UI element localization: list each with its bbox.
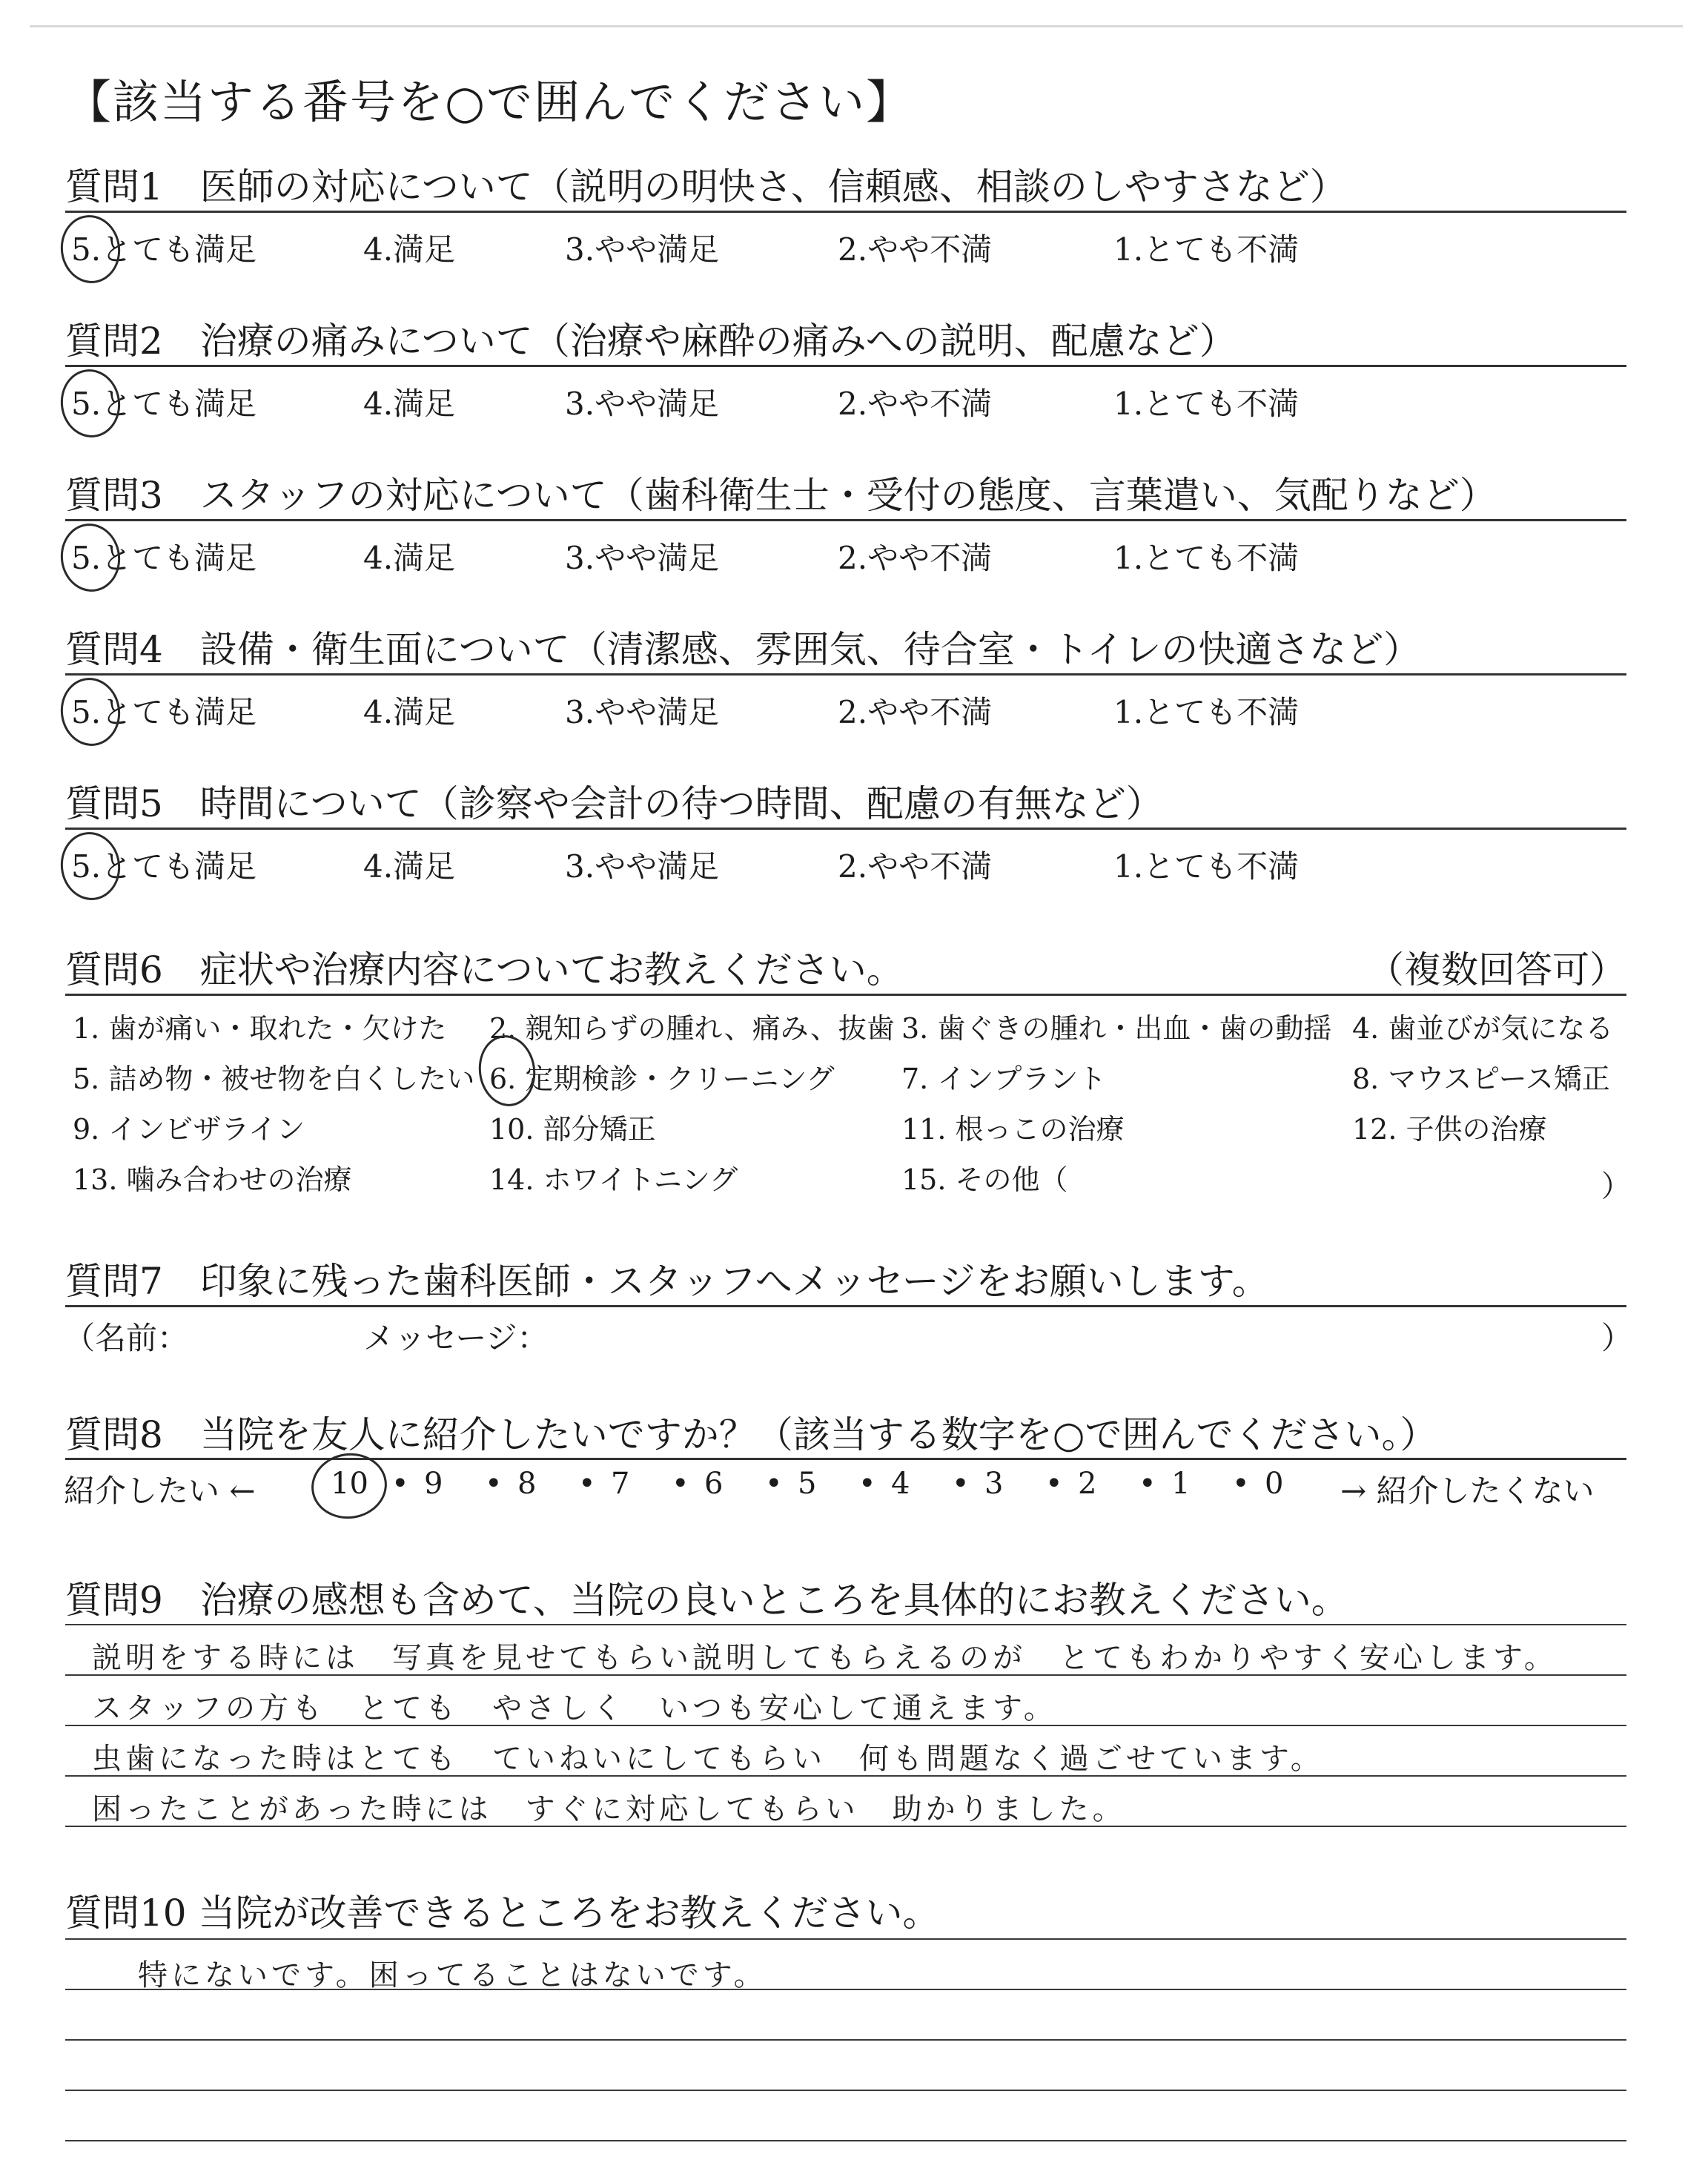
page-top-edge <box>30 25 1683 27</box>
q4-option-5[interactable]: 5.とても満足 <box>71 694 257 730</box>
q6-option-6[interactable]: 6. 定期検診・クリーニング <box>489 1063 835 1095</box>
q9-line <box>65 1624 1626 1625</box>
q5-option-1[interactable]: 1.とても不満 <box>1113 848 1300 885</box>
q1-title: 質問1 医師の対応について（説明の明快さ、信頼感、相談のしやすさなど） <box>65 165 1347 208</box>
q2-selected-circle <box>56 366 125 441</box>
q4-option-1[interactable]: 1.とても不満 <box>1113 694 1300 730</box>
q2-option-1[interactable]: 1.とても不満 <box>1113 386 1300 422</box>
q6-option-12[interactable]: 12. 子供の治療 <box>1352 1113 1547 1146</box>
q7-name-label: （名前： <box>64 1320 189 1356</box>
q2-rule <box>65 365 1626 367</box>
q8-scale-separator: • <box>578 1467 596 1501</box>
form-header: 【該当する番号を○で囲んでください】 <box>65 75 914 129</box>
q8-scale-separator: • <box>765 1467 783 1501</box>
q6-multiple-note: （複数回答可） <box>1367 948 1626 991</box>
q1-option-4[interactable]: 4.満足 <box>363 231 456 268</box>
q7-message-label: メッセージ： <box>363 1320 549 1356</box>
q7-close-paren: ） <box>1601 1320 1633 1356</box>
q5-option-5[interactable]: 5.とても満足 <box>71 848 257 885</box>
q4-selected-circle <box>56 674 125 750</box>
q10-line <box>65 2039 1626 2041</box>
q3-option-4[interactable]: 4.満足 <box>363 540 456 576</box>
q8-scale-5[interactable]: 5 <box>798 1467 817 1501</box>
q6-option-9[interactable]: 9. インビザライン <box>73 1113 305 1146</box>
q8-scale-10[interactable]: 10 <box>331 1467 368 1501</box>
q6-other-close-paren: ） <box>1601 1169 1631 1203</box>
q9-title: 質問9 治療の感想も含めて、当院の良いところを具体的にお教えください。 <box>65 1579 1348 1622</box>
q3-option-3[interactable]: 3.やや満足 <box>565 540 720 576</box>
q8-scale-separator: • <box>858 1467 876 1501</box>
q8-scale-separator: • <box>672 1467 689 1501</box>
q8-scale-separator: • <box>952 1467 970 1501</box>
q2-title: 質問2 治療の痛みについて（治療や麻酔の痛みへの説明、配慮など） <box>65 320 1237 363</box>
q3-option-1[interactable]: 1.とても不満 <box>1113 540 1300 576</box>
q3-rule <box>65 519 1626 521</box>
q6-option-2[interactable]: 2. 親知らずの腫れ、痛み、抜歯 <box>489 1012 895 1045</box>
q5-option-2[interactable]: 2.やや不満 <box>838 848 993 885</box>
q4-option-3[interactable]: 3.やや満足 <box>565 694 720 730</box>
q4-option-4[interactable]: 4.満足 <box>363 694 456 730</box>
q4-option-2[interactable]: 2.やや不満 <box>838 694 993 730</box>
q3-option-5[interactable]: 5.とても満足 <box>71 540 257 576</box>
q8-scale-9[interactable]: 9 <box>424 1467 443 1501</box>
q5-selected-circle <box>56 828 125 904</box>
q3-option-2[interactable]: 2.やや不満 <box>838 540 993 576</box>
q2-option-2[interactable]: 2.やや不満 <box>838 386 993 422</box>
q4-title: 質問4 設備・衛生面について（清潔感、雰囲気、待合室・トイレの快適さなど） <box>65 628 1421 671</box>
q6-option-13[interactable]: 13. 噛み合わせの治療 <box>73 1163 352 1196</box>
q1-option-2[interactable]: 2.やや不満 <box>838 231 993 268</box>
q6-option-7[interactable]: 7. インプラント <box>901 1063 1107 1095</box>
q5-option-4[interactable]: 4.満足 <box>363 848 456 885</box>
q10-line <box>65 2140 1626 2141</box>
q1-rule <box>65 211 1626 213</box>
q8-rule <box>65 1458 1626 1460</box>
q6-option-3[interactable]: 3. 歯ぐきの腫れ・出血・歯の動揺 <box>901 1012 1332 1045</box>
q7-rule <box>65 1305 1626 1307</box>
q5-title: 質問5 時間について（診察や会計の待つ時間、配慮の有無など） <box>65 782 1163 825</box>
q6-option-1[interactable]: 1. 歯が痛い・取れた・欠けた <box>73 1012 447 1045</box>
q1-option-1[interactable]: 1.とても不満 <box>1113 231 1300 268</box>
q8-scale-6[interactable]: 6 <box>704 1467 724 1501</box>
q6-option-4[interactable]: 4. 歯並びが気になる <box>1352 1012 1614 1045</box>
q6-option-5[interactable]: 5. 詰め物・被せ物を白くしたい <box>73 1063 475 1095</box>
q1-selected-circle <box>56 211 125 287</box>
q10-title: 質問10 当院が改善できるところをお教えください。 <box>65 1892 940 1935</box>
q6-rule <box>65 994 1626 996</box>
q8-title: 質問8 当院を友人に紹介したいですか？（該当する数字を○で囲んでください。） <box>65 1413 1437 1456</box>
q6-option-14[interactable]: 14. ホワイトニング <box>489 1163 738 1196</box>
q8-scale-8[interactable]: 8 <box>517 1467 537 1501</box>
q8-scale-separator: • <box>1232 1467 1250 1501</box>
q3-selected-circle <box>56 520 125 595</box>
q6-option-10[interactable]: 10. 部分矯正 <box>489 1113 656 1146</box>
q2-option-5[interactable]: 5.とても満足 <box>71 386 257 422</box>
q3-title: 質問3 スタッフの対応について（歯科衛生士・受付の態度、言葉遣い、気配りなど） <box>65 474 1497 517</box>
q8-scale-separator: • <box>485 1467 503 1501</box>
q1-option-5[interactable]: 5.とても満足 <box>71 231 257 268</box>
q8-scale-3[interactable]: 3 <box>984 1467 1004 1501</box>
q8-scale-1[interactable]: 1 <box>1171 1467 1191 1501</box>
q6-option-11[interactable]: 11. 根っこの治療 <box>901 1113 1125 1146</box>
q10-line <box>65 2090 1626 2091</box>
q10-handwritten-line: 特にないです。困ってることはないです。 <box>138 1958 767 1992</box>
q8-scale-0[interactable]: 0 <box>1265 1467 1284 1501</box>
q9-handwritten-line: 虫歯になった時はとても ていねいにしてもらい 何も問題なく過ごせています。 <box>92 1742 1324 1776</box>
q4-rule <box>65 673 1626 676</box>
q6-option-8[interactable]: 8. マウスピース矯正 <box>1352 1063 1610 1095</box>
q6-option-15[interactable]: 15. その他（ <box>901 1163 1068 1196</box>
q9-handwritten-line: スタッフの方も とても やさしく いつも安心して通えます。 <box>92 1691 1057 1725</box>
q8-scale-separator: • <box>1045 1467 1063 1501</box>
q2-option-3[interactable]: 3.やや満足 <box>565 386 720 422</box>
q8-scale-separator: • <box>391 1467 409 1501</box>
q7-title: 質問7 印象に残った歯科医師・スタッフへメッセージをお願いします。 <box>65 1260 1269 1303</box>
q9-handwritten-line: 困ったことがあった時には すぐに対応してもらい 助かりました。 <box>92 1792 1126 1826</box>
q8-left-label: 紹介したい ← <box>64 1473 256 1509</box>
q10-line <box>65 1938 1626 1940</box>
q8-scale-4[interactable]: 4 <box>891 1467 910 1501</box>
q8-scale-separator: • <box>1139 1467 1156 1501</box>
q8-right-label: → 紹介したくない <box>1340 1473 1595 1509</box>
q8-scale-2[interactable]: 2 <box>1078 1467 1097 1501</box>
q2-option-4[interactable]: 4.満足 <box>363 386 456 422</box>
q5-option-3[interactable]: 3.やや満足 <box>565 848 720 885</box>
q9-handwritten-line: 説明をする時には 写真を見せてもらい説明してもらえるのが とてもわかりやすく安心します。 <box>92 1641 1558 1675</box>
q1-option-3[interactable]: 3.やや満足 <box>565 231 720 268</box>
q8-scale-7[interactable]: 7 <box>611 1467 630 1501</box>
q6-title: 質問6 症状や治療内容についてお教えください。 <box>65 948 904 991</box>
q5-rule <box>65 828 1626 830</box>
